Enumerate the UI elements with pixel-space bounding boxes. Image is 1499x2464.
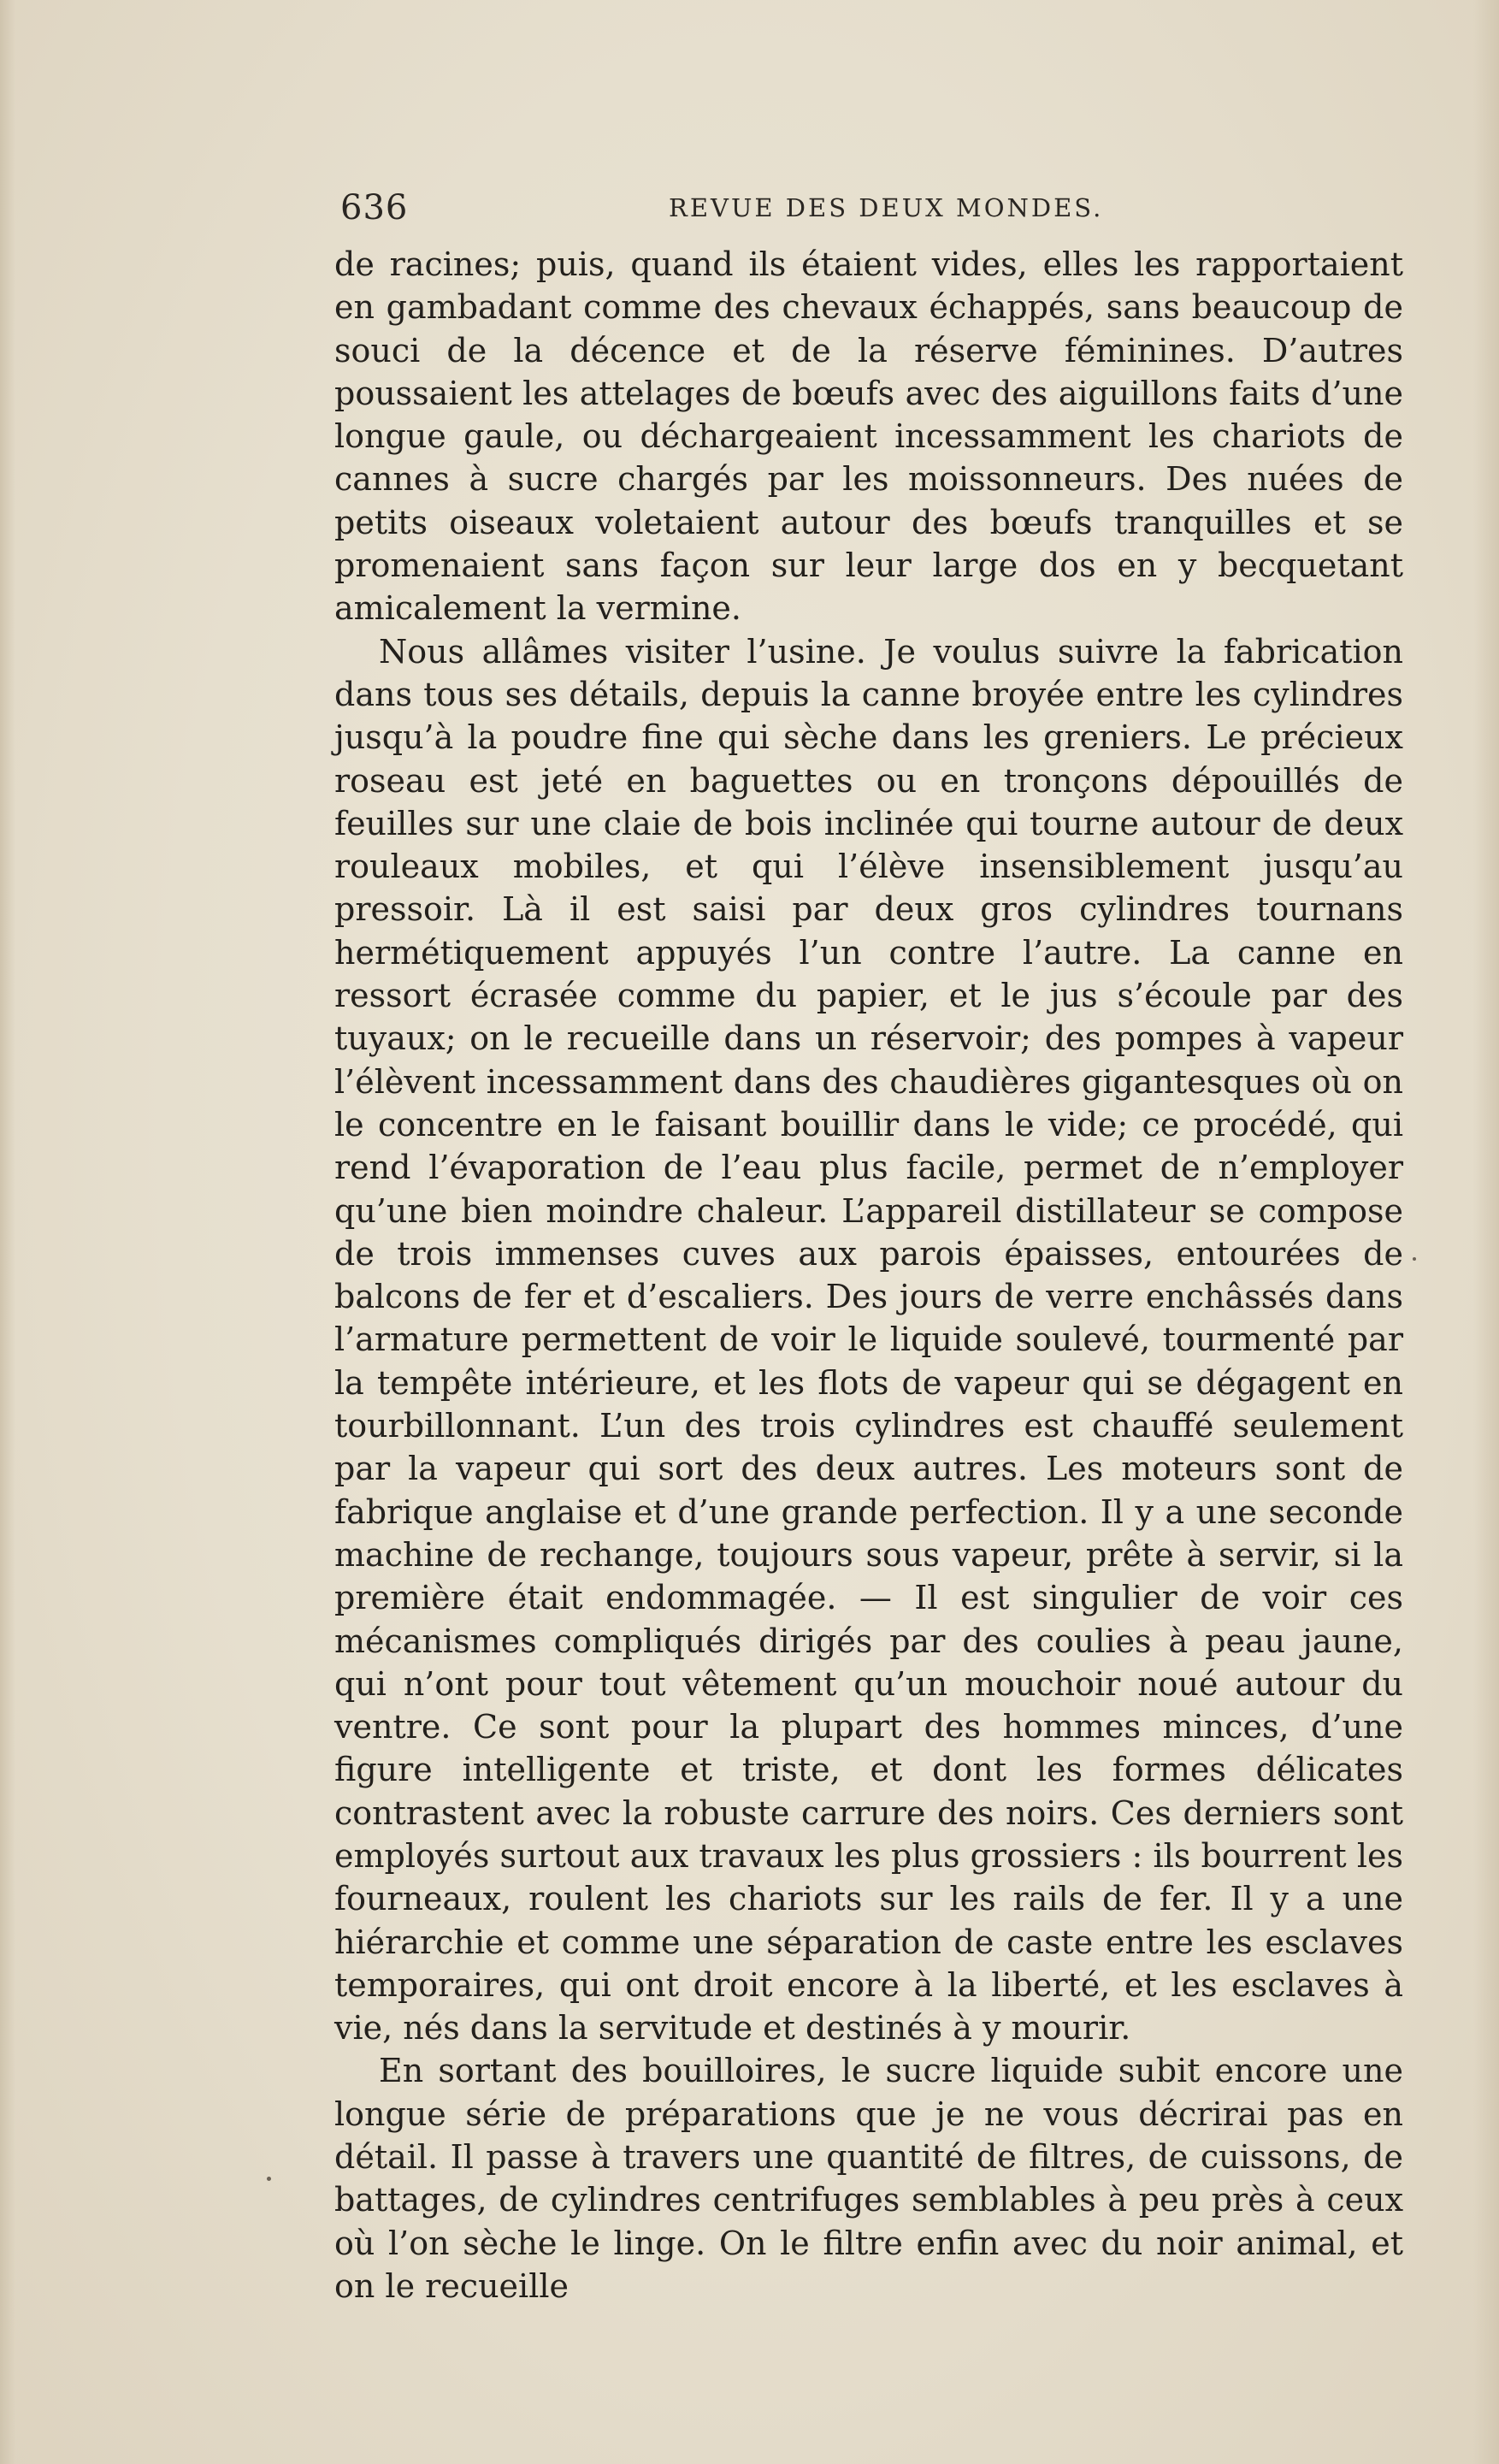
page-number: 636	[340, 188, 409, 227]
paragraph-continued: de racines; puis, quand ils étaient vides, elles les rapportaient en gambadant comme des chevaux échappés, sans beaucoup de souci de la décence et de la réserve féminines. D’autres poussaient les attelages de bœufs avec des aiguillons faits d’une longue gaule, ou déchargeaient incessamment les chariots de cannes à sucre chargés par les moissonneurs. Des nuées de petits oiseaux voletaient autour des bœufs tranquilles et se promenaient sans façon sur leur large dos en y becquetant amicalement la vermine.	[334, 245, 1403, 628]
page-shadow-right	[1473, 0, 1499, 2464]
page-shadow-left	[0, 0, 15, 2464]
running-title: REVUE DES DEUX MONDES.	[669, 193, 1104, 222]
paragraph-usine: Nous allâmes visiter l’usine. Je voulus suivre la fabrication dans tous ses détails, depuis la canne broyée entre les cylindres jusqu’à la poudre fine qui sèche dans les greniers. Le précieux roseau est jeté en baguettes ou en tronçons dépouillés de feuilles sur une claie de bois inclinée qui tourne autour de deux rouleaux mobiles, et qui l’élève insensiblement jusqu’au pressoir. Là il est saisi par deux gros cylindres tournans hermétiquement appuyés l’un contre l’autre. La canne en ressort écrasée comme du papier, et le jus s’écoule par des tuyaux; on le recueille dans un réservoir; des pompes à vapeur l’élèvent incessamment dans des chaudières gigantesques où on le concentre en le faisant bouillir dans le vide; ce procédé, qui rend l’évaporation de l’eau plus facile, permet de n’employer qu’une bien moindre chaleur. L’appareil distillateur se compose de trois immenses cuves aux parois épaisses, entourées de balcons de fer et d’escaliers. Des jours de verre enchâssés dans l’armature permettent de voir le liquide soulevé, tourmenté par la tempête intérieure, et les flots de vapeur qui se dégagent en tourbillonnant. L’un des trois cylindres est chauffé seulement par la vapeur qui sort des deux autres. Les moteurs sont de fabrique anglaise et d’une grande perfection. Il y a une seconde machine de rechange, toujours sous vapeur, prête à servir, si la première était endommagée. — Il est singulier de voir ces mécanismes compliqués dirigés par des coulies à peau jaune, qui n’ont pour tout vêtement qu’un mouchoir noué autour du ventre. Ce sont pour la plupart des hommes minces, d’une figure intelligente et triste, et dont les formes délicates contrastent avec la robuste carrure des noirs. Ces derniers sont employés surtout aux travaux les plus grossiers : ils bourrent les fourneaux, roulent les chariots sur les rails de fer. Il y a une hiérarchie et comme une séparation de caste entre les esclaves temporaires, qui ont droit encore à la liberté, et les esclaves à vie, nés dans la servitude et destinés à y mourir.	[334, 632, 1403, 2047]
article-body	[334, 243, 1403, 2307]
ink-speck	[1413, 1257, 1416, 1261]
running-header	[340, 185, 1404, 231]
paragraph-bouilloires: En sortant des bouilloires, le sucre liquide subit encore une longue série de préparations que je ne vous décrirai pas en détail. Il passe à travers une quantité de filtres, de cuissons, de battages, de cylindres centrifuges semblables à peu près à ceux où l’on sèche le linge. On le filtre enfin avec du noir animal, et on le recueille	[334, 2052, 1403, 2305]
ink-speck	[267, 2177, 271, 2181]
